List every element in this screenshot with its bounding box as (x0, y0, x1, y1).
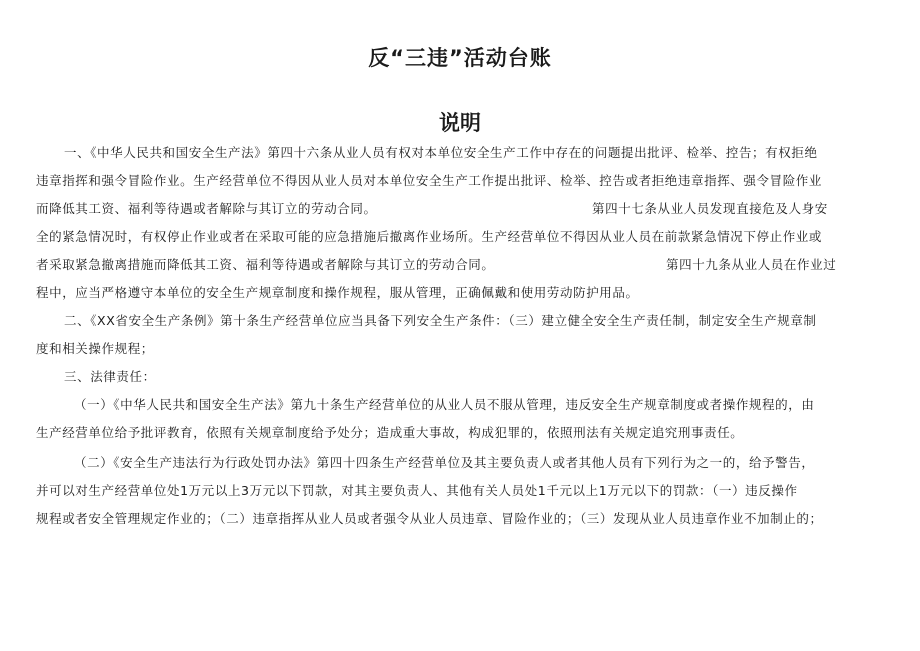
paragraph-line: （一）《中华人民共和国安全生产法》第九十条生产经营单位的从业人员不服从管理，违反安全生产规章制度或者操作规程的，由 (74, 397, 815, 412)
paragraph-line: 违章指挥和强令冒险作业。生产经营单位不得因从业人员对本单位安全生产工作提出批评、检举、控告或者拒绝违章指挥、强令冒险作业 (36, 173, 823, 188)
paragraph-line: 全的紧急情况时，有权停止作业或者在采取可能的应急措施后撤离作业场所。生产经营单位不得因从业人员在前款紧急情况下停止作业或 (36, 229, 823, 244)
paragraph-line: 规程或者安全管理规定作业的；（二）违章指挥从业人员或者强令从业人员违章、冒险作业的；（三）发现从业人员违章作业不加制止的； (36, 511, 823, 526)
paragraph-line: （二）《安全生产违法行为行政处罚办法》第四十四条生产经营单位及其主要负责人或者其他人员有下列行为之一的，给予警告， (74, 455, 815, 470)
paragraph-line: 者采取紧急撤离措施而降低其工资、福利等待遇或者解除与其订立的劳动合同。 (36, 257, 495, 272)
paragraph-line: 第四十九条从业人员在作业过 (666, 257, 837, 272)
paragraph-line: 二、《XX省安全生产条例》第十条生产经营单位应当具备下列安全生产条件：（三）建立健全安全生产责任制，制定安全生产规章制 (64, 313, 817, 328)
paragraph-line: 程中，应当严格遵守本单位的安全生产规章制度和操作规程，服从管理，正确佩戴和使用劳动防护用品。 (36, 285, 639, 300)
paragraph-line: 度和相关操作规程； (36, 341, 154, 356)
page-title: 反“三违”活动台账 (368, 46, 552, 70)
paragraph-line: 一、《中华人民共和国安全生产法》第四十六条从业人员有权对本单位安全生产工作中存在的问题提出批评、检举、控告；有权拒绝 (64, 145, 818, 160)
paragraph-line: 并可以对生产经营单位处1万元以上3万元以下罚款，对其主要负责人、其他有关人员处1千元以上1万元以下的罚款：（一）违反操作 (36, 483, 798, 498)
paragraph-line: 第四十七条从业人员发现直接危及人身安 (592, 201, 828, 216)
section-heading: 说明 (439, 111, 481, 135)
paragraph-line: 生产经营单位给予批评教育，依照有关规章制度给予处分；造成重大事故，构成犯罪的，依照刑法有关规定追究刑事责任。 (36, 425, 744, 440)
paragraph-line: 而降低其工资、福利等待遇或者解除与其订立的劳动合同。 (36, 201, 377, 216)
paragraph-line: 三、法律责任： (64, 369, 156, 384)
